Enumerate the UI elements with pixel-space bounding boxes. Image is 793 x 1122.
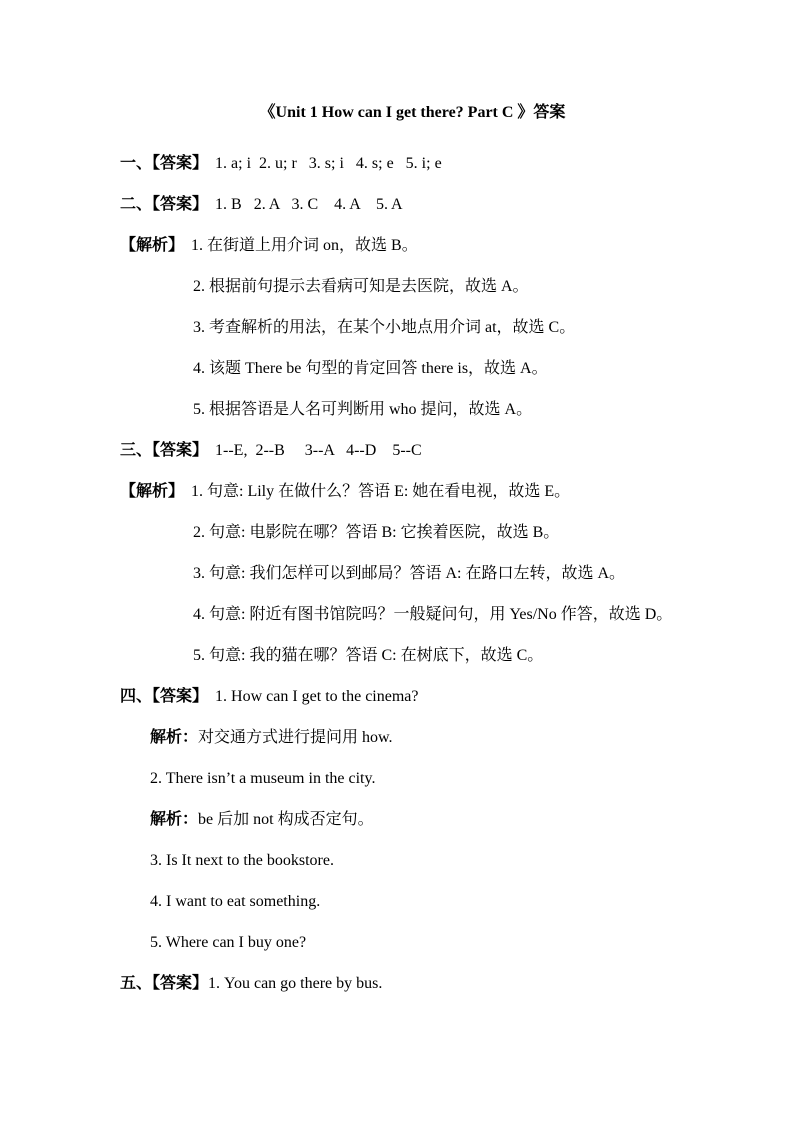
section2-answer-label: 二、【答案】 [120, 196, 209, 213]
section2-answer-line [120, 193, 705, 217]
section3-answer-text: 1--E, 2--B 3--A 4--D 5--C [215, 442, 422, 459]
section4-item-1-prefix: 解析： [150, 729, 199, 746]
section3-analysis-item [120, 521, 705, 545]
section4-item-5-text: 4. I want to eat something. [150, 893, 321, 910]
section3-analysis-label: 【解析】 [120, 483, 185, 500]
section4-item [120, 726, 705, 750]
section3-analysis-item-2: 2. 句意: 电影院在哪？答语 B: 它挨着医院，故选 B。 [193, 524, 560, 541]
section3-analysis-item-5: 5. 句意: 我的猫在哪？答语 C: 在树底下，故选 C。 [193, 647, 544, 664]
section4-item-3-text: be 后加 not 构成否定句。 [198, 811, 374, 828]
section5-answer-text: 1. You can go there by bus. [208, 975, 383, 992]
section2-analysis-label: 【解析】 [120, 237, 185, 254]
section4-item [120, 890, 705, 914]
section5-answer-line [120, 972, 705, 996]
section2-analysis-item-4: 4. 该题 There be 句型的肯定回答 there is，故选 A。 [193, 360, 548, 377]
section3-analysis-item-3: 3. 句意: 我们怎样可以到邮局？答语 A: 在路口左转，故选 A。 [193, 565, 626, 582]
section4-item [120, 767, 705, 791]
section5-answer-label: 五、【答案】 [120, 975, 209, 992]
section3-analysis-item [120, 644, 705, 668]
section4-item-4-text: 3. Is It next to the bookstore. [150, 852, 334, 869]
section2-analysis-item-1: 1. 在街道上用介词 on，故选 B。 [191, 237, 418, 254]
section4-item [120, 849, 705, 873]
section1-answer-text: 1. a; i 2. u; r 3. s; i 4. s; e 5. i; e [215, 155, 442, 172]
section4-answer-label: 四、【答案】 [120, 688, 209, 705]
section1-answer-line [120, 152, 705, 176]
section3-analysis-item-4: 4. 句意: 附近有图书馆院吗？一般疑问句，用 Yes/No 作答，故选 D。 [193, 606, 673, 623]
section3-analysis-item [120, 603, 705, 627]
section2-analysis-item [120, 398, 705, 422]
section1-answer-label: 一、【答案】 [120, 155, 209, 172]
section4-answer-line [120, 685, 705, 709]
page-title: 《Unit 1 How can I get there? Part C 》答案 [259, 104, 566, 121]
section2-analysis-item-3: 3. 考查解析的用法，在某个小地点用介词 at，故选 C。 [193, 319, 576, 336]
section3-answer-label: 三、【答案】 [120, 442, 209, 459]
section4-item-6-text: 5. Where can I buy one? [150, 934, 307, 951]
section4-answer-text: 1. How can I get to the cinema? [215, 688, 419, 705]
section3-answer-line [120, 439, 705, 463]
section3-analysis-item-1: 1. 句意: Lily 在做什么？答语 E: 她在看电视，故选 E。 [191, 483, 571, 500]
section4-item [120, 808, 705, 832]
section2-analysis-head [120, 234, 705, 258]
section2-analysis-item [120, 357, 705, 381]
section3-analysis-item [120, 562, 705, 586]
section4-item-3-prefix: 解析： [150, 811, 199, 828]
section4-item-1-text: 对交通方式进行提问用 how. [198, 729, 393, 746]
section3-analysis-head [120, 480, 705, 504]
section2-analysis-item-5: 5. 根据答语是人名可判断用 who 提问，故选 A。 [193, 401, 533, 418]
section2-answer-text: 1. B 2. A 3. C 4. A 5. A [215, 196, 403, 213]
section2-analysis-item-2: 2. 根据前句提示去看病可知是去医院，故选 A。 [193, 278, 529, 295]
section2-analysis-item [120, 316, 705, 340]
section4-item [120, 931, 705, 955]
section4-item-2-text: 2. There isn’t a museum in the city. [150, 770, 376, 787]
section2-analysis-item [120, 275, 705, 299]
